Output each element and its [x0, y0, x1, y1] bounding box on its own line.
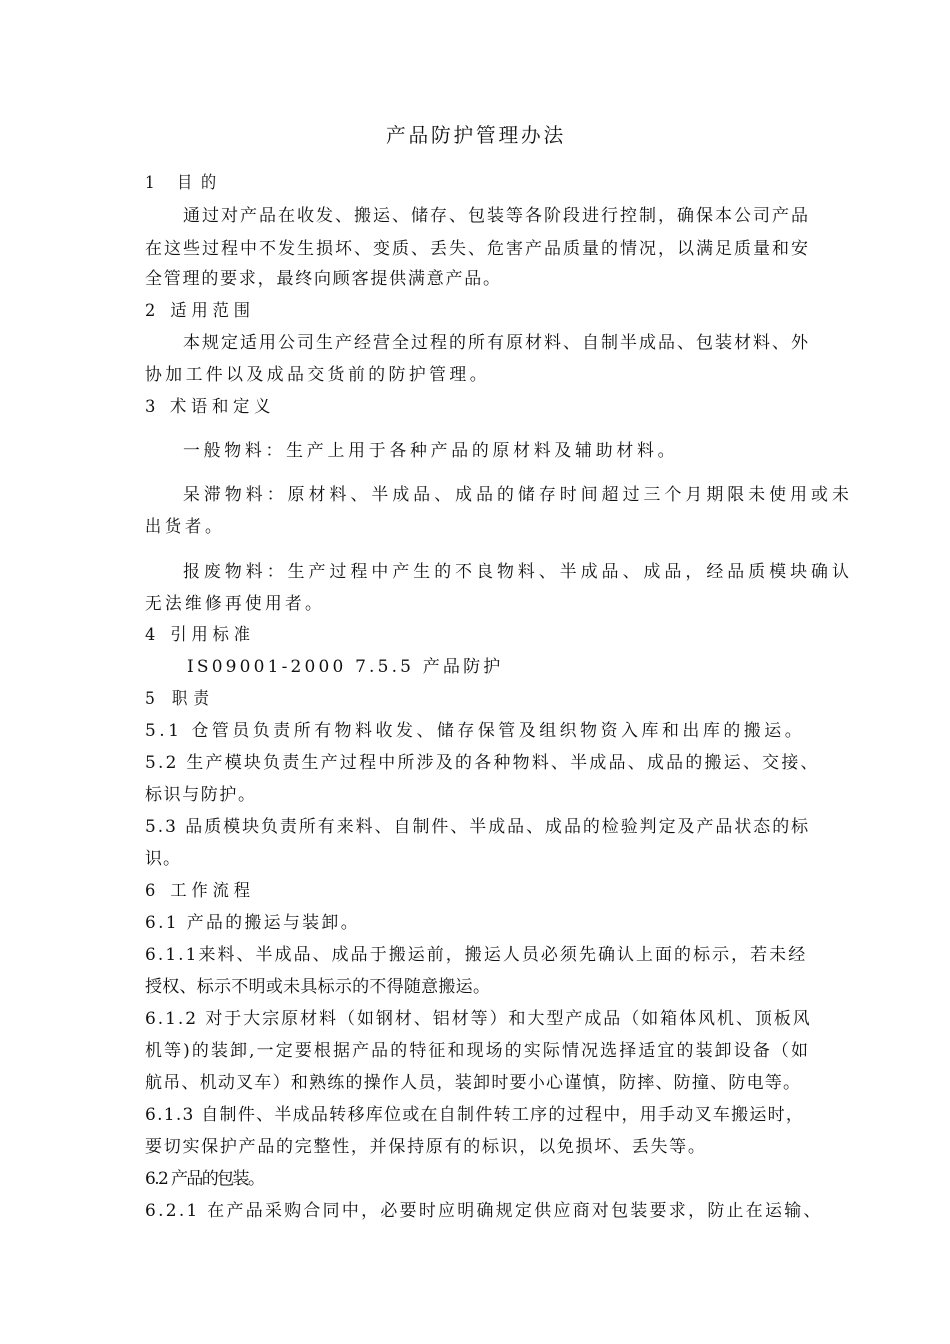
paragraph-line: 6.1.3 自制件、半成品转移库位或在自制件转工序的过程中，用手动叉车搬运时，: [145, 1105, 805, 1125]
paragraph-line: 协加工件以及成品交货前的防护管理。: [145, 365, 491, 385]
paragraph-line: 出货者。: [145, 517, 225, 537]
paragraph-line: 在这些过程中不发生损坏、变质、丢失、危害产品质量的情况，以满足质量和安: [145, 239, 810, 259]
paragraph-line: 5.1 仓管员负责所有物料收发、储存保管及组织物资入库和出库的搬运。: [145, 721, 806, 741]
paragraph-line: 无法维修再使用者。: [145, 594, 325, 614]
paragraph-line: 识。: [145, 849, 181, 869]
paragraph-line: 5.3 品质模块负责所有来料、自制件、半成品、成品的检验判定及产品状态的标: [145, 817, 811, 837]
standard-reference: IS09001-2000 7.5.5 产品防护: [187, 657, 504, 677]
section-heading: 3 术语和定义: [145, 397, 276, 417]
paragraph-line: 航吊、机动叉车）和熟练的操作人员，装卸时要小心谨慎，防摔、防撞、防电等。: [145, 1073, 802, 1093]
document-title: 产品防护管理办法: [386, 123, 566, 147]
subsection-heading: 6.1 产品的搬运与装卸。: [145, 913, 361, 933]
paragraph-line: 6.1.2 对于大宗原材料（如钢材、铝材等）和大型产成品（如箱体风机、顶板风: [145, 1009, 812, 1029]
paragraph-line: 机等)的装卸,一定要根据产品的特征和现场的实际情况选择适宜的装卸设备（如: [145, 1041, 811, 1061]
subsection-heading: 6.2 产品的包装。: [145, 1169, 264, 1189]
section-heading: 1 目的: [145, 173, 226, 193]
section-heading: 2 适用范围: [145, 301, 255, 321]
paragraph-line: 呆滞物料：原材料、半成品、成品的储存时间超过三个月期限未使用或未: [183, 485, 853, 505]
section-heading: 5 职责: [145, 689, 216, 709]
paragraph-line: 5.2 生产模块负责生产过程中所涉及的各种物料、半成品、成品的搬运、交接、: [145, 753, 820, 773]
paragraph-line: 全管理的要求，最终向顾客提供满意产品。: [145, 269, 502, 289]
paragraph-line: 报废物料：生产过程中产生的不良物料、半成品、成品，经品质模块确认: [183, 562, 853, 582]
section-heading: 4 引用标准: [145, 625, 255, 645]
paragraph-line: 6.2.1 在产品采购合同中，必要时应明确规定供应商对包装要求，防止在运输、: [145, 1201, 823, 1221]
paragraph-line: 标识与防护。: [145, 785, 257, 805]
paragraph-line: 本规定适用公司生产经营全过程的所有原材料、自制半成品、包装材料、外: [183, 333, 810, 353]
paragraph-line: 一般物料：生产上用于各种产品的原材料及辅助材料。: [183, 441, 679, 461]
section-heading: 6 工作流程: [145, 881, 255, 901]
paragraph-line: 6.1.1来料、半成品、成品于搬运前，搬运人员必须先确认上面的标示，若未经: [145, 945, 808, 965]
paragraph-line: 要切实保护产品的完整性，并保持原有的标识，以免损坏、丢失等。: [145, 1137, 707, 1157]
paragraph-line: 授权、标示不明或未具标示的不得随意搬运。: [145, 977, 491, 997]
paragraph-line: 通过对产品在收发、搬运、储存、包装等各阶段进行控制，确保本公司产品: [183, 206, 810, 226]
